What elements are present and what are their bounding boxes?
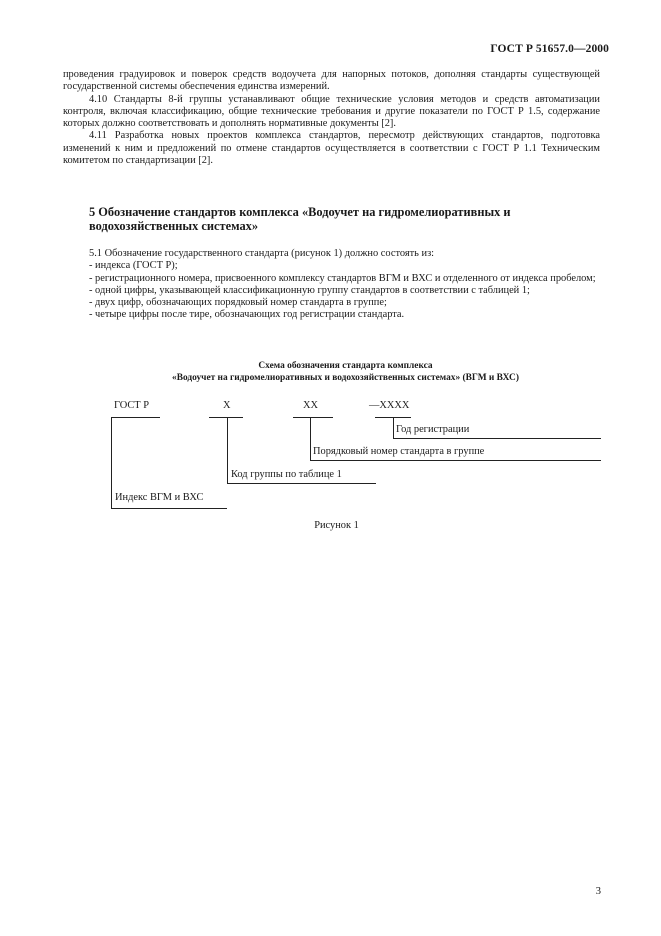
code-group: Х	[223, 400, 231, 411]
list-item: - регистрационного номера, присвоенного комплексу стандартов ВГМ и ВХС и отделенного от индекса пробелом;	[89, 272, 596, 284]
connector-year	[393, 417, 394, 438]
paragraph-4-11: 4.11 Разработка новых проектов комплекса стандартов, пересмотр действующих стандартов, подготовка изменений к ним и предложений по отмене стандартов осуществляется в соответствии с ГОСТ Р 1.1 Техническим комитетом по стандартизации [2].	[63, 130, 600, 167]
paragraph-continuation: проведения градуировок и поверок средств водоучета для напорных потоков, дополняя стандарты существующей государственной системы обеспечения единства измерений.	[63, 69, 600, 93]
underline-index	[111, 417, 160, 418]
figure-title-line-2: «Водоучет на гидромелиоративных и водохозяйственных системах» (ВГМ и ВХС)	[172, 372, 519, 383]
underline-serial	[293, 417, 333, 418]
list-item: - одной цифры, указывающей классификационную группу стандартов в соответствии с таблицей 1;	[89, 284, 530, 296]
label-group: Код группы по таблице 1	[231, 469, 342, 480]
connector-serial	[310, 417, 311, 460]
section-5-heading: 5 Обозначение стандартов комплекса «Водоучет на гидромелиоративных и водохозяйственных системах»	[89, 205, 511, 233]
label-serial: Порядковый номер стандарта в группе	[313, 446, 485, 457]
leader-year	[393, 438, 601, 439]
connector-group	[227, 417, 228, 483]
figure-caption: Рисунок 1	[314, 520, 359, 531]
page-number: 3	[595, 885, 601, 897]
figure-title-line-1: Схема обозначения стандарта комплекса	[258, 361, 433, 371]
leader-index	[111, 508, 227, 509]
code-index: ГОСТ Р	[114, 400, 150, 411]
leader-serial	[310, 460, 601, 461]
list-item: - четыре цифры после тире, обозначающих год регистрации стандарта.	[89, 309, 405, 321]
leader-group	[227, 483, 376, 484]
underline-group	[209, 417, 243, 418]
code-serial: ХХ	[303, 400, 319, 411]
code-year: —ХХХХ	[369, 400, 410, 411]
label-index: Индекс ВГМ и ВХС	[115, 492, 204, 503]
list-item: - двух цифр, обозначающих порядковый номер стандарта в группе;	[89, 297, 387, 309]
paragraph-4-10: 4.10 Стандарты 8-й группы устанавливают общие технические условия методов и средств автоматизации контроля, включая классификацию, общие технические требования и другие показатели по ГОСТ Р 1.5, содержание которых должно соответствовать и дополнять нормативные документы [2].	[63, 93, 600, 130]
document-designation: ГОСТ Р 51657.0—2000	[490, 43, 609, 55]
label-year: Год регистрации	[396, 424, 470, 435]
connector-index	[111, 417, 112, 508]
clause-5-1: 5.1 Обозначение государственного стандарта (рисунок 1) должно состоять из:	[89, 248, 435, 259]
list-item: - индекса (ГОСТ Р);	[89, 260, 178, 272]
